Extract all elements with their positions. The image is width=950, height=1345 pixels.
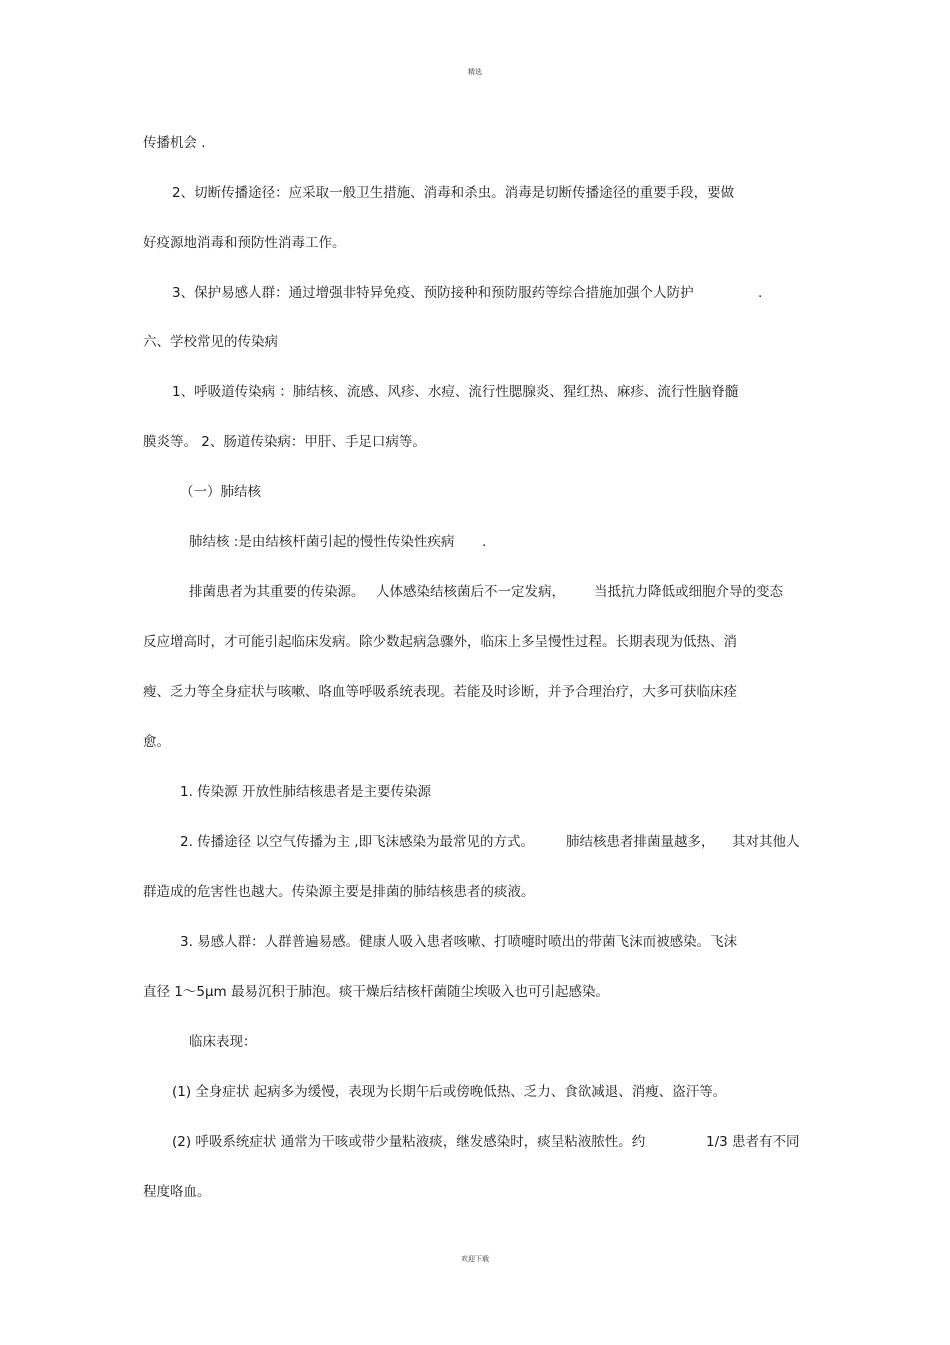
page-footer: 欢迎下载 [461, 1255, 489, 1263]
page-header: 精选 [468, 68, 482, 76]
section-heading: 六、学校常见的传染病 [143, 334, 278, 350]
text-line: 临床表现： [189, 1034, 257, 1050]
text-line: 1、呼吸道传染病 ：肺结核、流感、风疹、水痘、流行性腮腺炎、猩红热、麻疹、流行性脑脊髓 [172, 384, 739, 400]
text-line: 3、保护易感人群：通过增强非特异免疫、预防接种和预防服药等综合措施加强个人防护 [172, 285, 694, 301]
text-line: 2. 传播途径 以空气传播为主 ,即飞沫感染为最常见的方式。 [180, 834, 535, 850]
text-line: 好疫源地消毒和预防性消毒工作。 [143, 235, 346, 251]
text-line: 2、切断传播途径：应采取一般卫生措施、消毒和杀虫。消毒是切断传播途径的重要手段，要做 [172, 185, 735, 201]
text-line: 传播机会 . [143, 135, 206, 151]
text-line: 其对其他人 [732, 834, 800, 850]
subsection-heading: （一）肺结核 [180, 484, 261, 500]
text-line: 排菌患者为其重要的传染源。 [189, 584, 365, 600]
text-line: (1) 全身症状 起病多为缓慢，表现为长期午后或傍晚低热、乏力、食欲减退、消瘦、盗汗等。 [172, 1084, 727, 1100]
text-line: 瘦、乏力等全身症状与咳嗽、咯血等呼吸系统表现。若能及时诊断，并予合理治疗，大多可获临床痊 [143, 684, 737, 700]
text-line: 反应增高时，才可能引起临床发病。除少数起病急骤外，临床上多呈慢性过程。长期表现为低热、消 [143, 634, 737, 650]
text-line: (2) 呼吸系统症状 通常为干咳或带少量粘液痰，继发感染时，痰呈粘液脓性。约 [172, 1134, 646, 1150]
text-line: . [758, 285, 763, 301]
text-line: . [482, 534, 487, 550]
text-line: 肺结核 :是由结核杆菌引起的慢性传染性疾病 [189, 534, 455, 550]
text-line: 程度咯血。 [143, 1184, 211, 1200]
text-line: 人体感染结核菌后不一定发病， [376, 584, 565, 600]
text-line: 肺结核患者排菌量越多， [566, 834, 715, 850]
text-line: 1/3 患者有不同 [706, 1134, 800, 1150]
text-line: 群造成的危害性也越大。传染源主要是排菌的肺结核患者的痰液。 [143, 884, 535, 900]
text-line: 直径 1～5μm 最易沉积于肺泡。痰干燥后结核杆菌随尘埃吸入也可引起感染。 [143, 984, 609, 1000]
text-line: 3. 易感人群：人群普遍易感。健康人吸入患者咳嗽、打喷嚏时喷出的带菌飞沫而被感染。飞沫 [180, 934, 738, 950]
text-line: 膜炎等。 2、肠道传染病：甲肝、手足口病等。 [143, 434, 426, 450]
text-line: 1. 传染源 开放性肺结核患者是主要传染源 [180, 784, 431, 800]
text-line: 当抵抗力降低或细胞介导的变态 [594, 584, 783, 600]
text-line: 愈。 [143, 734, 170, 750]
